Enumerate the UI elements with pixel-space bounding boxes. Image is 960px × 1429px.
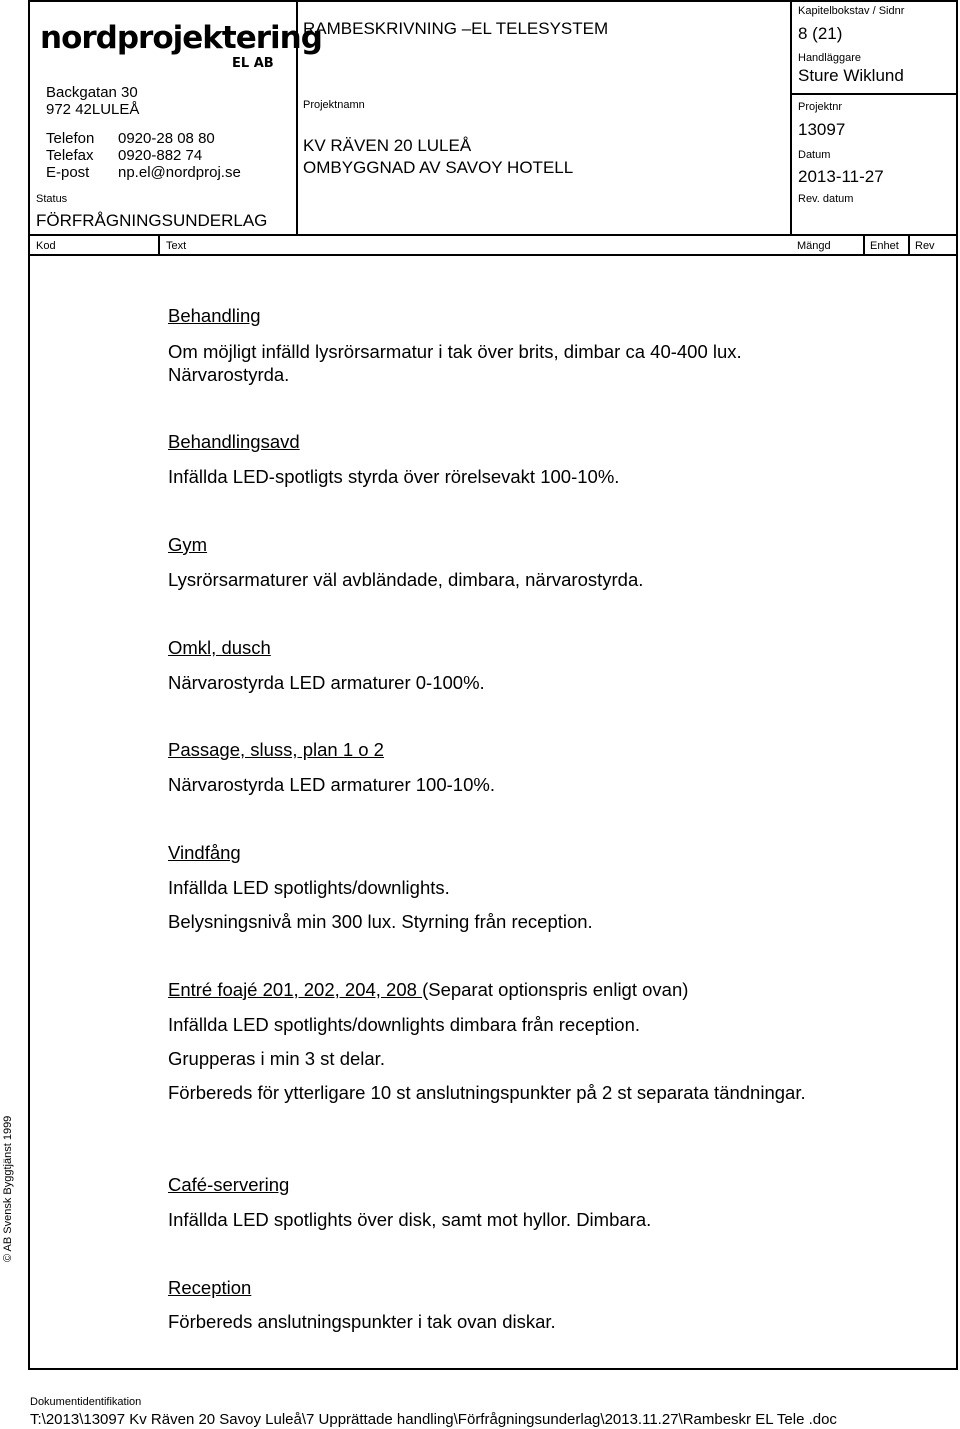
section-text-entre-2: Grupperas i min 3 st delar.	[168, 1048, 385, 1069]
section-heading-entre-row	[168, 978, 808, 1001]
section-text-reception: Förbereds anslutningspunkter i tak ovan diskar.	[168, 1311, 556, 1332]
address-line1: Backgatan 30	[46, 84, 138, 101]
column-kod: Kod	[36, 240, 56, 252]
project-name-line1: KV RÄVEN 20 LULEÅ	[303, 136, 472, 155]
section-heading-behandling: Behandling	[168, 305, 261, 326]
section-heading-omkl: Omkl, dusch	[168, 637, 271, 658]
document-title: RAMBESKRIVNING –EL TELESYSTEM	[303, 19, 609, 38]
col-divider-kod	[158, 236, 160, 254]
col-divider-enhet	[908, 236, 910, 254]
rev-date-label: Rev. datum	[798, 193, 854, 205]
section-heading-gym: Gym	[168, 534, 208, 555]
section-heading-passage: Passage, sluss, plan 1 o 2	[168, 739, 384, 760]
column-header-rule	[30, 254, 958, 256]
footer-label: Dokumentidentifikation	[30, 1396, 142, 1408]
chapter-value: 8 (21)	[798, 24, 843, 43]
contact-label-email: E-post	[46, 164, 90, 181]
header-divider-2	[790, 0, 792, 236]
column-enhet: Enhet	[870, 240, 899, 252]
section-heading-cafe: Café-servering	[168, 1174, 290, 1195]
project-name-label: Projektnamn	[303, 99, 365, 111]
date-label: Datum	[798, 149, 831, 161]
column-text: Text	[166, 240, 187, 252]
contact-label-fax: Telefax	[46, 147, 94, 164]
col-divider-mangd	[863, 236, 865, 254]
status-label: Status	[36, 193, 68, 205]
company-logo-sub: EL AB	[232, 56, 274, 71]
contact-value-email[interactable]: np.el@nordproj.se	[118, 164, 241, 181]
section-heading-vindfang: Vindfång	[168, 842, 241, 863]
section-text-gym: Lysrörsarmaturer väl avbländade, dimbara, närvarostyrda.	[168, 569, 644, 590]
column-mangd: Mängd	[797, 240, 831, 252]
column-rev: Rev	[915, 240, 935, 252]
handler-value: Sture Wiklund	[798, 66, 904, 85]
contact-value-phone: 0920-28 08 80	[118, 130, 215, 147]
footer-path: T:\2013\13097 Kv Räven 20 Savoy Luleå\7 Upprättade handling\Förfrågningsunderlag\2013.11.27\Rambeskr EL Tele .doc	[30, 1411, 837, 1428]
section-text-vindfang-1: Infällda LED spotlights/downlights.	[168, 877, 450, 898]
section-text-entre-3: Förbereds för ytterligare 10 st anslutningspunkter på 2 st separata tändningar.	[168, 1082, 806, 1103]
header-rule-handler	[790, 93, 958, 95]
date-value: 2013-11-27	[798, 167, 884, 186]
handler-label: Handläggare	[798, 52, 861, 64]
contact-value-fax: 0920-882 74	[118, 147, 203, 164]
section-heading-reception: Reception	[168, 1277, 252, 1298]
section-text-behandling: Om möjligt infälld lysrörsarmatur i tak över brits, dimbar ca 40-400 lux. Närvarostyrda.	[168, 341, 742, 385]
section-heading-entre: Entré foajé 201, 202, 204, 208	[168, 979, 423, 1000]
project-no-label: Projektnr	[798, 101, 843, 113]
status-value: FÖRFRÅGNINGSUNDERLAG	[36, 211, 268, 230]
section-text-entre-1: Infällda LED spotlights/downlights dimbara från reception.	[168, 1014, 641, 1035]
section-heading-behandlingsavd: Behandlingsavd	[168, 431, 300, 452]
header-bottom-rule	[30, 234, 958, 236]
project-no-value: 13097	[798, 120, 846, 139]
copyright-side-note: © AB Svensk Byggtjänst 1999	[2, 1115, 14, 1262]
address-line2: 972 42LULEÅ	[46, 101, 140, 118]
section-text-cafe: Infällda LED spotlights över disk, samt mot hyllor. Dimbara.	[168, 1209, 652, 1230]
chapter-label: Kapitelbokstav / Sidnr	[798, 5, 905, 17]
section-heading-entre-suffix: (Separat optionspris enligt ovan)	[422, 979, 689, 1000]
section-text-vindfang-2: Belysningsnivå min 300 lux. Styrning från reception.	[168, 911, 593, 932]
section-text-passage: Närvarostyrda LED armaturer 100-10%.	[168, 774, 495, 795]
contact-label-phone: Telefon	[46, 130, 95, 147]
section-text-behandlingsavd: Infällda LED-spotligts styrda över rörelsevakt 100-10%.	[168, 466, 620, 487]
company-logo: nordprojektering	[40, 20, 322, 56]
section-text-omkl: Närvarostyrda LED armaturer 0-100%.	[168, 672, 485, 693]
project-name-line2: OMBYGGNAD AV SAVOY HOTELL	[303, 158, 574, 177]
